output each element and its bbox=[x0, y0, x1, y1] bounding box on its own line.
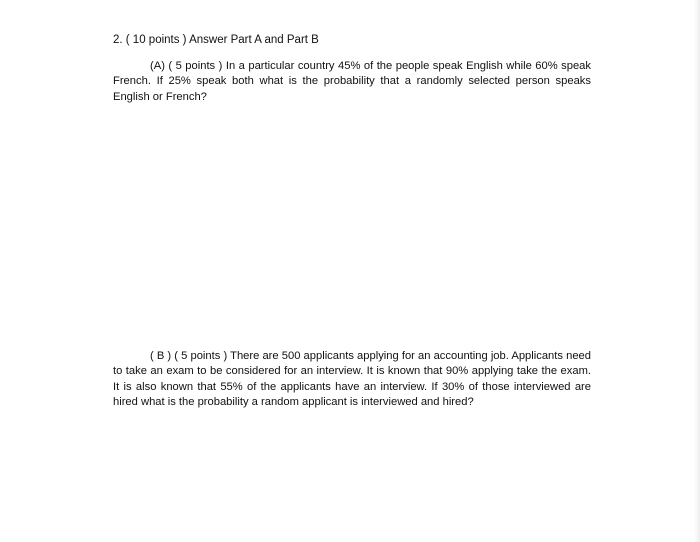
part-b-label: ( B ) ( 5 points ) bbox=[150, 350, 228, 362]
part-a-paragraph bbox=[113, 59, 591, 105]
question-header: 2. ( 10 points ) Answer Part A and Part B bbox=[113, 34, 319, 46]
part-b-paragraph bbox=[113, 349, 591, 410]
part-a-label: (A) ( 5 points ) bbox=[150, 60, 223, 72]
page-edge-shadow bbox=[694, 0, 700, 542]
part-b-text: There are 500 applicants applying for an accounting job. Applicants need to take an exam to be considered for an interview. It is known that 90% applying take the exam. It is also known that 55% of the applicants have an interview. If 30% of those interviewed are hired what is the probability a random applicant is interviewed and hired? bbox=[113, 350, 591, 408]
part-a-text: In a particular country 45% of the people speak English while 60% speak French. If 25% speak both what is the probability that a randomly selected person speaks English or French? bbox=[113, 60, 591, 103]
